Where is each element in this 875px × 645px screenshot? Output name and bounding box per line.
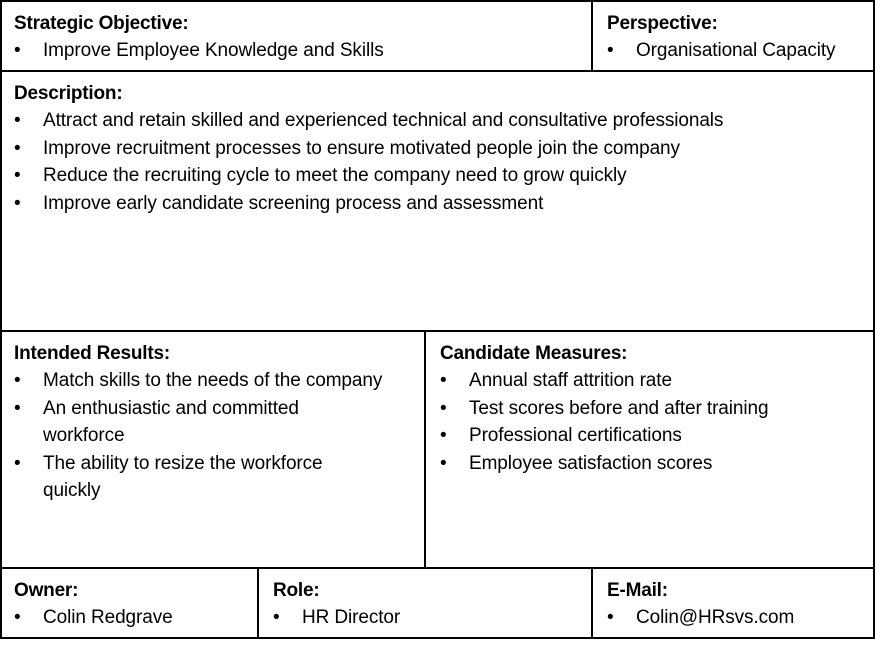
email-title: E-Mail: xyxy=(607,580,668,601)
list-item: • Improve recruitment processes to ensure motivated people join the company xyxy=(14,135,873,163)
intended-results-list xyxy=(14,367,384,505)
candidate-measures-cell xyxy=(426,332,873,567)
role-cell xyxy=(259,569,591,637)
email-cell xyxy=(593,569,873,637)
bullet-icon: • xyxy=(14,370,21,391)
bullet-icon: • xyxy=(14,110,21,131)
list-item: • The ability to resize the workforce quickly xyxy=(14,450,384,505)
bullet-icon: • xyxy=(14,192,21,214)
perspective-cell xyxy=(593,2,873,70)
bullet-icon: • xyxy=(14,165,21,186)
bullet-icon: • xyxy=(14,137,21,159)
description-list xyxy=(14,107,873,217)
list-item: • Test scores before and after training xyxy=(440,395,873,423)
bullet-icon: • xyxy=(440,425,447,446)
strategic-objective-cell xyxy=(0,2,591,70)
list-item: • Colin Redgrave xyxy=(14,604,257,632)
candidate-measures-title: Candidate Measures: xyxy=(440,343,628,364)
bullet-icon: • xyxy=(440,370,447,391)
strategic-objective-list xyxy=(14,37,591,65)
intended-results-title: Intended Results: xyxy=(14,343,171,364)
role-list xyxy=(273,604,591,632)
list-item: • Professional certifications xyxy=(440,422,873,450)
owner-cell xyxy=(0,569,257,637)
list-item: • Attract and retain skilled and experienced technical and consultative professionals xyxy=(14,107,873,135)
list-item: • Organisational Capacity xyxy=(607,37,873,65)
bullet-icon: • xyxy=(440,452,447,474)
bullet-icon: • xyxy=(14,397,21,419)
description-cell xyxy=(0,72,873,330)
list-item: • Employee satisfaction scores xyxy=(440,450,873,478)
description-title: Description: xyxy=(14,83,123,104)
intended-results-cell xyxy=(0,332,424,567)
list-item: • Reduce the recruiting cycle to meet the company need to grow quickly xyxy=(14,162,873,190)
email-address: Colin@HRsvs.com xyxy=(636,607,795,628)
bullet-icon: • xyxy=(607,40,614,61)
perspective-title: Perspective: xyxy=(607,13,718,34)
owner-list xyxy=(14,604,257,632)
owner-title: Owner: xyxy=(14,580,79,601)
bullet-icon: • xyxy=(14,607,21,628)
email-list xyxy=(607,604,873,632)
list-item xyxy=(607,604,873,632)
bullet-icon: • xyxy=(440,397,447,419)
list-item: • Annual staff attrition rate xyxy=(440,367,873,395)
list-item: • Improve early candidate screening process and assessment xyxy=(14,190,873,218)
bullet-icon: • xyxy=(14,40,21,61)
bullet-icon: • xyxy=(607,607,614,628)
strategic-objective-title: Strategic Objective: xyxy=(14,13,189,34)
border-bottom xyxy=(0,637,875,639)
bullet-icon: • xyxy=(273,607,280,628)
perspective-list xyxy=(607,37,873,65)
list-item: • HR Director xyxy=(273,604,591,632)
list-item: • Match skills to the needs of the company xyxy=(14,367,384,395)
list-item: • Improve Employee Knowledge and Skills xyxy=(14,37,591,65)
list-item: • An enthusiastic and committed workforce xyxy=(14,395,384,450)
bullet-icon: • xyxy=(14,452,21,474)
role-title: Role: xyxy=(273,580,320,601)
candidate-measures-list xyxy=(440,367,873,477)
